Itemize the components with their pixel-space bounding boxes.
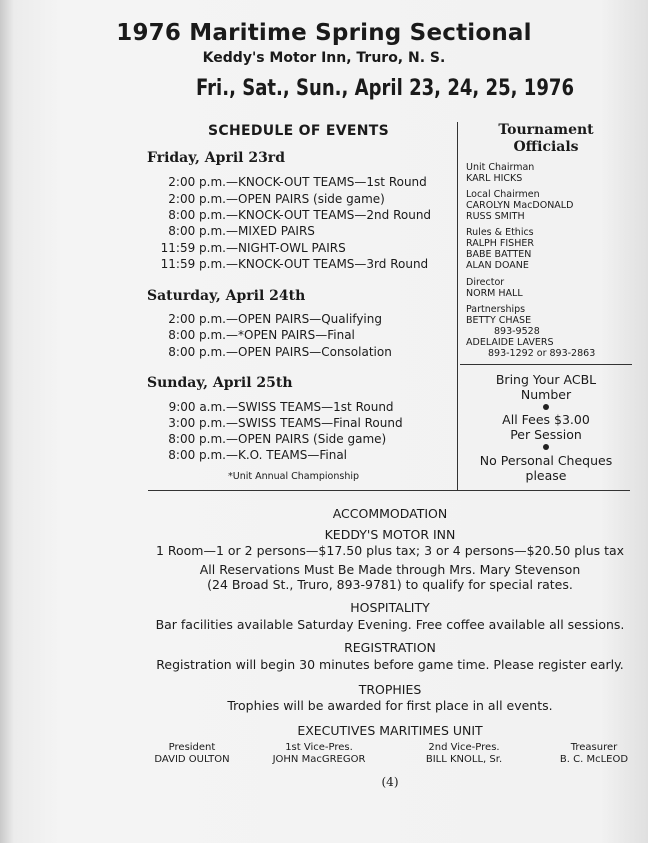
event-time: 2:00 p.m. bbox=[168, 192, 226, 206]
schedule-row bbox=[152, 416, 403, 430]
schedule-row bbox=[152, 400, 394, 414]
official-role: Rules & Ethics bbox=[466, 227, 534, 238]
official-role: Partnerships bbox=[466, 304, 526, 315]
venue-subtitle: Keddy's Motor Inn, Truro, N. S. bbox=[202, 50, 446, 66]
event-time: 8:00 p.m. bbox=[168, 345, 226, 359]
schedule-row bbox=[152, 345, 392, 359]
event-name: —MIXED PAIRS bbox=[226, 224, 315, 238]
event-time: 3:00 p.m. bbox=[168, 416, 226, 430]
day-heading-sunday: Sunday, April 25th bbox=[147, 375, 293, 391]
schedule-row bbox=[152, 224, 315, 238]
event-name: —OPEN PAIRS (Side game) bbox=[226, 432, 387, 446]
executive-role: 2nd Vice-Pres. bbox=[428, 742, 500, 753]
reservations-line1: All Reservations Must Be Made through Mrs. Mary Stevenson bbox=[199, 562, 581, 577]
event-time: 9:00 a.m. bbox=[168, 400, 226, 414]
schedule-row bbox=[152, 312, 382, 326]
executives-heading: EXECUTIVES MARITIMES UNIT bbox=[297, 723, 483, 738]
executive-treasurer bbox=[544, 742, 644, 766]
official-name: RUSS SMITH bbox=[466, 211, 525, 222]
championship-footnote: *Unit Annual Championship bbox=[228, 471, 360, 482]
schedule-row bbox=[152, 448, 347, 462]
fees-note-line1: All Fees $3.00 bbox=[502, 412, 590, 427]
hotel-name: KEDDY'S MOTOR INN bbox=[324, 527, 456, 542]
event-name: —SWISS TEAMS—Final Round bbox=[226, 416, 403, 430]
official-phone: 893-9528 bbox=[494, 326, 540, 337]
accommodation-heading: ACCOMMODATION bbox=[332, 506, 448, 521]
cheques-note-line2: please bbox=[525, 468, 567, 483]
event-time: 8:00 p.m. bbox=[168, 208, 226, 222]
fees-note-line2: Per Session bbox=[510, 427, 582, 442]
official-name: RALPH FISHER bbox=[466, 238, 534, 249]
acbl-note-line1: Bring Your ACBL bbox=[495, 372, 597, 387]
executive-president bbox=[142, 742, 242, 766]
section-divider bbox=[148, 490, 630, 491]
officials-heading-line1: Tournament bbox=[498, 122, 594, 138]
executive-name: DAVID OULTON bbox=[154, 754, 230, 765]
official-name: CAROLYN MacDONALD bbox=[466, 200, 574, 211]
schedule-row bbox=[152, 192, 385, 206]
event-name: —OPEN PAIRS—Consolation bbox=[226, 345, 392, 359]
event-time: 2:00 p.m. bbox=[168, 175, 226, 189]
executive-role: Treasurer bbox=[570, 742, 618, 753]
page-number: (4) bbox=[381, 775, 399, 789]
event-time: 8:00 p.m. bbox=[168, 328, 226, 342]
event-name: —SWISS TEAMS—1st Round bbox=[226, 400, 394, 414]
executive-role: 1st Vice-Pres. bbox=[285, 742, 353, 753]
schedule-row bbox=[152, 257, 428, 271]
hospitality-text: Bar facilities available Saturday Evening. Free coffee available all sessions. bbox=[155, 617, 625, 632]
executive-name: BILL KNOLL, Sr. bbox=[425, 754, 503, 765]
column-divider bbox=[457, 122, 458, 490]
day-heading-friday: Friday, April 23rd bbox=[147, 150, 285, 166]
cheques-note-line1: No Personal Cheques bbox=[479, 453, 613, 468]
acbl-note bbox=[462, 372, 630, 402]
page-title: 1976 Maritime Spring Sectional bbox=[116, 20, 532, 46]
event-name: —NIGHT-OWL PAIRS bbox=[226, 241, 346, 255]
executive-role: President bbox=[168, 742, 216, 753]
bullet-dot-icon bbox=[543, 444, 549, 450]
executive-name: JOHN MacGREGOR bbox=[272, 754, 366, 765]
executive-first-vice bbox=[264, 742, 374, 766]
bullet-dot-icon bbox=[543, 404, 549, 410]
officials-heading-line2: Officials bbox=[513, 139, 579, 155]
official-role: Local Chairmen bbox=[466, 189, 540, 200]
event-time: 8:00 p.m. bbox=[168, 224, 226, 238]
event-name: —KNOCK-OUT TEAMS—1st Round bbox=[226, 175, 427, 189]
schedule-row bbox=[152, 432, 386, 446]
executive-name: B. C. McLEOD bbox=[559, 754, 629, 765]
registration-heading: REGISTRATION bbox=[344, 640, 436, 655]
official-name: ALAN DOANE bbox=[466, 260, 529, 271]
event-dates: Fri., Sat., Sun., April 23, 24, 25, 1976 bbox=[195, 76, 575, 101]
event-name: —*OPEN PAIRS—Final bbox=[226, 328, 355, 342]
acbl-note-line2: Number bbox=[520, 387, 572, 402]
cheques-note bbox=[462, 453, 630, 483]
reservations-line2: (24 Broad St., Truro, 893-9781) to qualify for special rates. bbox=[207, 577, 573, 592]
official-name: BETTY CHASE bbox=[466, 315, 532, 326]
official-role: Director bbox=[466, 277, 505, 288]
schedule-row bbox=[152, 208, 431, 222]
official-phone: 893-1292 or 893-2863 bbox=[488, 348, 596, 359]
schedule-heading: SCHEDULE OF EVENTS bbox=[208, 123, 390, 139]
event-name: —OPEN PAIRS—Qualifying bbox=[226, 312, 382, 326]
event-time: 8:00 p.m. bbox=[168, 432, 226, 446]
trophies-text: Trophies will be awarded for first place in all events. bbox=[227, 698, 553, 713]
schedule-row bbox=[152, 241, 346, 255]
event-name: —KNOCK-OUT TEAMS—2nd Round bbox=[226, 208, 432, 222]
official-name: KARL HICKS bbox=[466, 173, 523, 184]
schedule-row bbox=[152, 175, 427, 189]
trophies-heading: TROPHIES bbox=[358, 682, 422, 697]
room-rates: 1 Room—1 or 2 persons—$17.50 plus tax; 3 or 4 persons—$20.50 plus tax bbox=[155, 543, 625, 558]
officials-heading bbox=[462, 122, 630, 156]
executive-second-vice bbox=[414, 742, 514, 766]
event-time: 2:00 p.m. bbox=[168, 312, 226, 326]
event-time: 11:59 p.m. bbox=[160, 257, 226, 271]
hospitality-heading: HOSPITALITY bbox=[350, 600, 430, 615]
schedule-row bbox=[152, 328, 355, 342]
official-role: Unit Chairman bbox=[466, 162, 535, 173]
official-name: BABE BATTEN bbox=[466, 249, 532, 260]
event-name: —OPEN PAIRS (side game) bbox=[226, 192, 385, 206]
official-name: ADELAIDE LAVERS bbox=[466, 337, 554, 348]
event-time: 11:59 p.m. bbox=[160, 241, 226, 255]
event-name: —K.O. TEAMS—Final bbox=[226, 448, 348, 462]
event-name: —KNOCK-OUT TEAMS—3rd Round bbox=[226, 257, 429, 271]
event-time: 8:00 p.m. bbox=[168, 448, 226, 462]
official-name: NORM HALL bbox=[466, 288, 523, 299]
fees-note bbox=[462, 412, 630, 442]
officials-box-divider bbox=[460, 364, 632, 365]
registration-text: Registration will begin 30 minutes before game time. Please register early. bbox=[156, 657, 624, 672]
day-heading-saturday: Saturday, April 24th bbox=[147, 288, 306, 304]
